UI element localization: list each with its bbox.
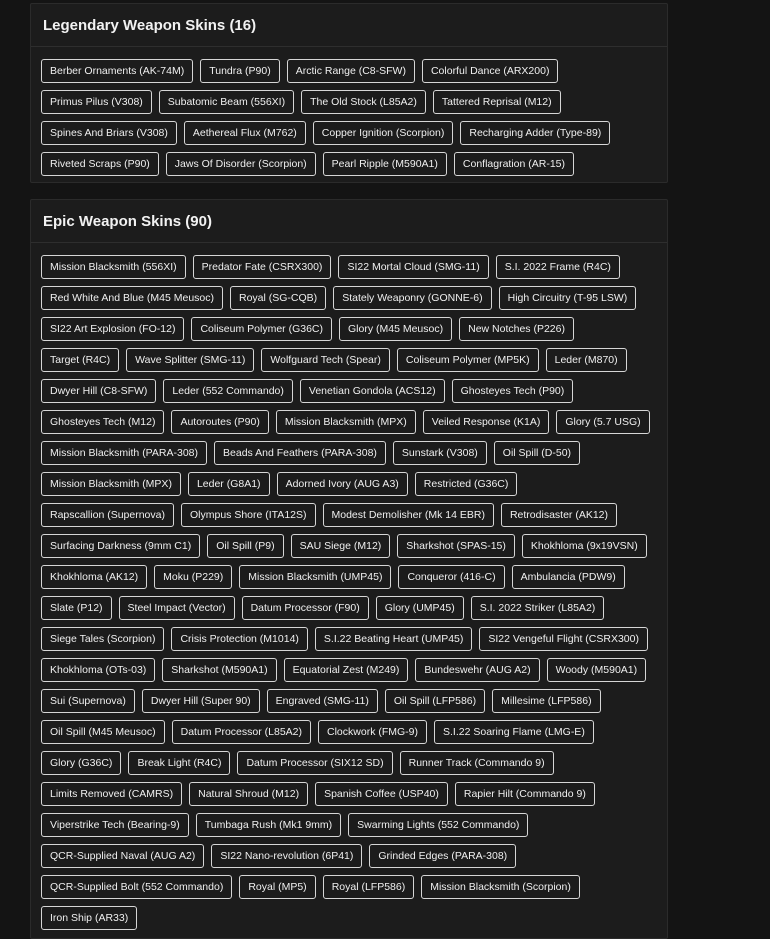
skin-chip[interactable]: Stately Weaponry (GONNE-6) (333, 286, 491, 310)
skin-chip[interactable]: Clockwork (FMG-9) (318, 720, 427, 744)
skin-chip[interactable]: Mission Blacksmith (MPX) (41, 472, 181, 496)
skin-chip[interactable]: SI22 Mortal Cloud (SMG-11) (338, 255, 488, 279)
skin-chip[interactable]: SI22 Art Explosion (FO-12) (41, 317, 184, 341)
skin-chip[interactable]: Predator Fate (CSRX300) (193, 255, 332, 279)
skin-chip[interactable]: Royal (LFP586) (323, 875, 415, 899)
skin-chip[interactable]: Oil Spill (LFP586) (385, 689, 485, 713)
skin-chip[interactable]: SI22 Nano-revolution (6P41) (211, 844, 362, 868)
skin-chip[interactable]: S.I. 2022 Striker (L85A2) (471, 596, 605, 620)
skin-chip[interactable]: Sharkshot (M590A1) (162, 658, 276, 682)
skin-chip[interactable]: Khokhloma (OTs-03) (41, 658, 155, 682)
skin-chip[interactable]: Olympus Shore (ITA12S) (181, 503, 316, 527)
skin-chip[interactable]: Tundra (P90) (200, 59, 279, 83)
legendary-skins-panel (30, 3, 668, 183)
skin-chip[interactable]: Mission Blacksmith (Scorpion) (421, 875, 580, 899)
skin-chip[interactable]: Tattered Reprisal (M12) (433, 90, 561, 114)
skin-chip[interactable]: Glory (5.7 USG) (556, 410, 649, 434)
skin-chip[interactable]: Dwyer Hill (C8-SFW) (41, 379, 156, 403)
skin-chip[interactable]: Venetian Gondola (ACS12) (300, 379, 445, 403)
skin-chip[interactable]: Arctic Range (C8-SFW) (287, 59, 415, 83)
skin-chip[interactable]: S.I. 2022 Frame (R4C) (496, 255, 620, 279)
skin-chip[interactable]: Coliseum Polymer (MP5K) (397, 348, 539, 372)
skin-chip[interactable]: Datum Processor (SIX12 SD) (237, 751, 392, 775)
skin-chip[interactable]: SAU Siege (M12) (291, 534, 391, 558)
skin-chip[interactable]: Restricted (G36C) (415, 472, 518, 496)
skin-chip[interactable]: Oil Spill (D-50) (494, 441, 580, 465)
skin-chip[interactable]: Colorful Dance (ARX200) (422, 59, 558, 83)
skin-chip[interactable]: Berber Ornaments (AK-74M) (41, 59, 193, 83)
skin-chip[interactable]: Modest Demolisher (Mk 14 EBR) (323, 503, 494, 527)
skin-chip[interactable]: Pearl Ripple (M590A1) (323, 152, 447, 176)
skin-chip[interactable]: Oil Spill (P9) (207, 534, 283, 558)
skin-chip[interactable]: Autoroutes (P90) (171, 410, 268, 434)
skin-chip[interactable]: Moku (P229) (154, 565, 232, 589)
skin-chip[interactable]: Slate (P12) (41, 596, 112, 620)
skin-chip[interactable]: Wave Splitter (SMG-11) (126, 348, 254, 372)
skin-chip[interactable]: Leder (552 Commando) (163, 379, 292, 403)
skin-chip[interactable]: Veiled Response (K1A) (423, 410, 550, 434)
skin-chip[interactable]: Target (R4C) (41, 348, 119, 372)
skin-chip[interactable]: Mission Blacksmith (MPX) (276, 410, 416, 434)
skin-chip[interactable]: Wolfguard Tech (Spear) (261, 348, 390, 372)
skin-chip[interactable]: Rapscallion (Supernova) (41, 503, 174, 527)
skin-chip[interactable]: Millesime (LFP586) (492, 689, 600, 713)
skin-chip[interactable]: Datum Processor (F90) (242, 596, 369, 620)
skin-chip[interactable]: Iron Ship (AR33) (41, 906, 137, 930)
skin-chip[interactable]: Conqueror (416-C) (398, 565, 504, 589)
skin-chip[interactable]: Viperstrike Tech (Bearing-9) (41, 813, 189, 837)
skin-chip[interactable]: Grinded Edges (PARA-308) (369, 844, 516, 868)
skin-chip[interactable]: Swarming Lights (552 Commando) (348, 813, 528, 837)
skin-chip[interactable]: High Circuitry (T-95 LSW) (499, 286, 637, 310)
skin-chip[interactable]: Beads And Feathers (PARA-308) (214, 441, 386, 465)
skin-chip[interactable]: Mission Blacksmith (PARA-308) (41, 441, 207, 465)
skin-chip[interactable]: Surfacing Darkness (9mm C1) (41, 534, 200, 558)
skin-chip[interactable]: Sunstark (V308) (393, 441, 487, 465)
skin-chip[interactable]: Runner Track (Commando 9) (400, 751, 554, 775)
skin-chip[interactable]: Crisis Protection (M1014) (171, 627, 307, 651)
skin-chip[interactable]: Equatorial Zest (M249) (284, 658, 409, 682)
skin-chip[interactable]: Retrodisaster (AK12) (501, 503, 617, 527)
skin-chip[interactable]: Ghosteyes Tech (P90) (452, 379, 574, 403)
skin-chip[interactable]: Jaws Of Disorder (Scorpion) (166, 152, 316, 176)
skin-chip[interactable]: Spanish Coffee (USP40) (315, 782, 448, 806)
skin-chip[interactable]: Siege Tales (Scorpion) (41, 627, 164, 651)
skin-chip[interactable]: Datum Processor (L85A2) (172, 720, 311, 744)
skin-chip[interactable]: SI22 Vengeful Flight (CSRX300) (479, 627, 648, 651)
skin-list (31, 47, 667, 176)
skin-chip[interactable]: Royal (SG-CQB) (230, 286, 326, 310)
skin-chip[interactable]: Limits Removed (CAMRS) (41, 782, 182, 806)
skin-list (31, 243, 667, 930)
skin-chip[interactable]: Break Light (R4C) (128, 751, 230, 775)
skin-chip[interactable]: Woody (M590A1) (547, 658, 647, 682)
skin-chip[interactable]: QCR-Supplied Bolt (552 Commando) (41, 875, 232, 899)
skin-chip[interactable]: Royal (MP5) (239, 875, 315, 899)
skin-chip[interactable]: Tumbaga Rush (Mk1 9mm) (196, 813, 341, 837)
section-title: Epic Weapon Skins (90) (31, 200, 667, 243)
skin-chip[interactable]: Coliseum Polymer (G36C) (191, 317, 332, 341)
skin-chip[interactable]: Subatomic Beam (556XI) (159, 90, 294, 114)
skin-chip[interactable]: Red White And Blue (M45 Meusoc) (41, 286, 223, 310)
skin-chip[interactable]: Oil Spill (M45 Meusoc) (41, 720, 165, 744)
skin-chip[interactable]: Recharging Adder (Type-89) (460, 121, 610, 145)
skin-chip[interactable]: Sui (Supernova) (41, 689, 135, 713)
skin-chip[interactable]: Mission Blacksmith (556XI) (41, 255, 186, 279)
skin-chip[interactable]: Dwyer Hill (Super 90) (142, 689, 260, 713)
skin-chip[interactable]: Ghosteyes Tech (M12) (41, 410, 164, 434)
skin-chip[interactable]: Bundeswehr (AUG A2) (415, 658, 539, 682)
skin-chip[interactable]: Riveted Scraps (P90) (41, 152, 159, 176)
epic-skins-panel (30, 199, 668, 939)
skin-chip[interactable]: Glory (UMP45) (376, 596, 464, 620)
skin-chip[interactable]: Steel Impact (Vector) (119, 596, 235, 620)
skin-chip[interactable]: S.I.22 Soaring Flame (LMG-E) (434, 720, 594, 744)
skin-chip[interactable]: New Notches (P226) (459, 317, 574, 341)
skin-chip[interactable]: Khokhloma (AK12) (41, 565, 147, 589)
skin-chip[interactable]: Khokhloma (9x19VSN) (522, 534, 647, 558)
skin-chip[interactable]: Rapier Hilt (Commando 9) (455, 782, 595, 806)
skin-chip[interactable]: Conflagration (AR-15) (454, 152, 574, 176)
skin-chip[interactable]: Copper Ignition (Scorpion) (313, 121, 454, 145)
skin-chip[interactable]: Ambulancia (PDW9) (512, 565, 625, 589)
skin-chip[interactable]: Glory (G36C) (41, 751, 121, 775)
skin-chip[interactable]: Adorned Ivory (AUG A3) (277, 472, 408, 496)
skin-chip[interactable]: Leder (M870) (546, 348, 627, 372)
skin-chip[interactable]: Natural Shroud (M12) (189, 782, 308, 806)
section-title: Legendary Weapon Skins (16) (31, 4, 667, 47)
skin-chip[interactable]: Aethereal Flux (M762) (184, 121, 306, 145)
skin-chip[interactable]: Sharkshot (SPAS-15) (397, 534, 515, 558)
skin-chip[interactable]: Spines And Briars (V308) (41, 121, 177, 145)
skin-chip[interactable]: QCR-Supplied Naval (AUG A2) (41, 844, 204, 868)
skin-chip[interactable]: Glory (M45 Meusoc) (339, 317, 452, 341)
skin-chip[interactable]: Leder (G8A1) (188, 472, 270, 496)
skin-chip[interactable]: Primus Pilus (V308) (41, 90, 152, 114)
skin-chip[interactable]: Mission Blacksmith (UMP45) (239, 565, 391, 589)
skin-chip[interactable]: The Old Stock (L85A2) (301, 90, 426, 114)
skin-chip[interactable]: S.I.22 Beating Heart (UMP45) (315, 627, 472, 651)
skin-chip[interactable]: Engraved (SMG-11) (267, 689, 378, 713)
